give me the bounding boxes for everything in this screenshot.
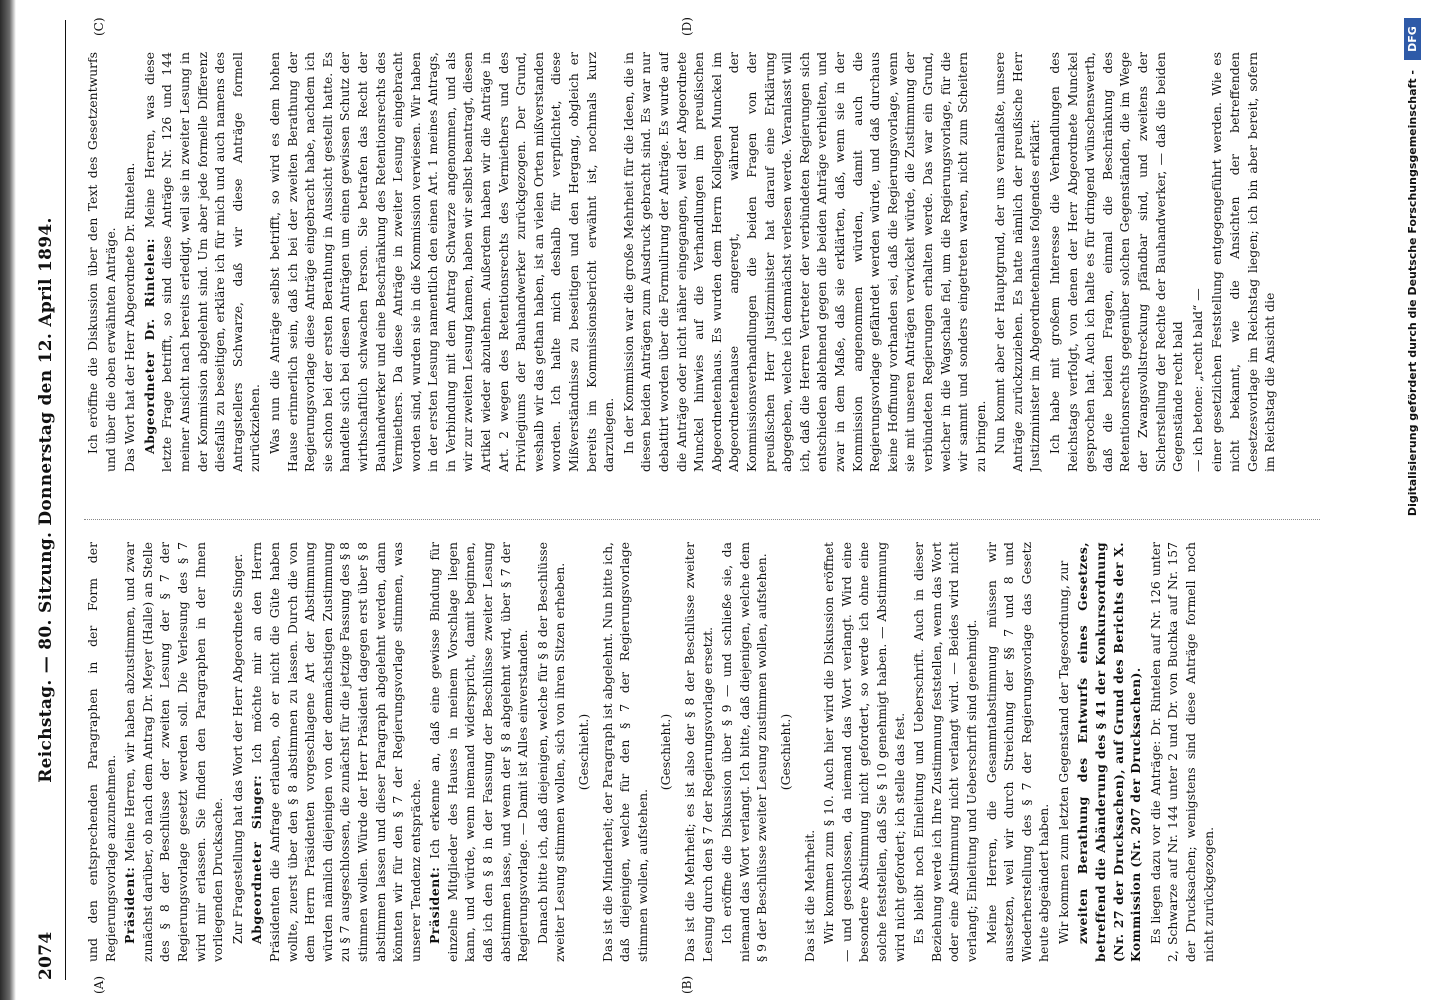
text-paragraph: Ich eröffne die Diskussion über § 9 — und schließe sie, da niemand das Wort verlangt. Ich bitte, daß diejenigen, welche dem § 9 der Beschlüsse zweiter Lesung zustimmen wollen, aufstehen.: [719, 542, 770, 962]
text-paragraph: Das ist die Minderheit; der Paragraph ist abgelehnt. Nun bitte ich, daß diejenigen, welche für den § 7 der Regierungsvorlage stimmen wollen, aufstehen.: [599, 542, 650, 962]
speaker-name: Abgeordneter Dr. Rintelen:: [141, 238, 157, 454]
scan-edge: [0, 0, 16, 1000]
text-paragraph: Danach bitte ich, daß diejenigen, welche für § 8 der Beschlüsse zweiter Lesung stimmen wollen, sich von ihren Sitzen erheben.: [534, 542, 568, 962]
speech-paragraph: [121, 542, 227, 962]
text-paragraph: Wir kommen zum § 10. Auch hier wird die Diskussion eröffnet — und geschlossen, da niemand das Wort verlangt. Wird eine besondere Abstimmung nicht gefordert, so werde ich ohne eine solche feststellen, daß Sie § 10 genehmigt haben. — Abstimmung wird nicht gefordert; ich stelle das fest.: [821, 542, 907, 962]
text-paragraph: Das ist die Mehrheit.: [801, 829, 817, 962]
agenda-item: [1074, 542, 1144, 962]
text-paragraph: Was nun die Anträge selbst betrifft, so wird es dem hohen Hause erinnerlich sein, daß ich bei der zweiten Berathung der Regierungsvorlage diese Anträge eingebracht habe, nachdem ich sie schon bei der ersten Berathung in Aussicht gestellt hatte. Es handelte sich bei diesen Anträgen um einen gewissen Schutz der wirthschaftlich schwachen Person. Sie betrafen das Recht der Bauhandwerker und eine Beschränkung des Retentionsrechts des Vermiethers. Da diese Anträge in zweiter Lesung eingebracht worden sind, wurden sie in die Kommission verwiesen. Wir haben in der ersten Lesung namentlich den einen Art. 1 meines Antrags, in Verbindung mit dem Antrag Schwarze angenommen, und als wir zur zweiten Lesung kamen, haben wir selbst beantragt, diesen Artikel wieder abzulehnen. Außerdem haben wir die Anträge in Art. 2 wegen des Retentionsrechts des Vermiethers und des Privilegiums der Bauhandwerker zurückgezogen. Der Grund, weshalb wir das gethan haben, ist an vielen Orten mißverstanden worden. Ich halte mich deshalb für verpflichtet, diese Mißverständnisse zu beseitigen und den Hergang, obgleich er bereits im Kommissionsbericht erwähnt ist, nochmals kurz darzulegen.: [266, 52, 617, 472]
speech-text: Meine Herren, wir haben abzustimmen, und zwar zunächst darüber, ob nach dem Antrag Dr. Meyer (Halle) an Stelle des § 8 der Beschlüsse der zweiten Lesung der § 7 der Regierungsvorlage gesetzt werden soll. Die Verlesung des § 7 wird mir erlassen. Sie finden den Paragraphen in der Ihnen vorliegenden Drucksache.: [122, 542, 226, 962]
speaker-name: Präsident:: [427, 866, 443, 944]
running-head: [34, 20, 66, 980]
margin-mark-c: (C): [92, 17, 106, 36]
agenda-item-text: zweiten Berathung des Entwurfs eines Gesetzes, betreffend die Abänderung des § 41 der Konkursordnung (Nr. 27 der Drucksachen), auf Grund des Berichts der X. Kommission (Nr. 207 der Drucksachen).: [1075, 542, 1144, 962]
text-paragraph: — ich betone: „recht bald“ —: [1189, 288, 1205, 472]
text-paragraph: Nun kommt aber der Hauptgrund, der uns veranlaßte, unsere Anträge zurückzuziehen. Es hatte nämlich der preußische Herr Justizminister im Abgeordnetenhause folgendes erklärt:: [992, 52, 1043, 472]
text-paragraph: In der Kommission war die große Mehrheit für die Ideen, die in diesen beiden Anträgen zum Ausdruck gebracht sind. Es war nur debattirt worden über die Formulirung der Anträge. Es wurde auf die Anträge oder nicht näher eingegangen, weil der Abgeordnete Munckel hinwies auf die Verhandlungen im preußischen Abgeordnetenhaus. Es wurden dem Herrn Kollegen Munckel im Abgeordnetenhause angeregt, während der Kommissionsverhandlungen die beiden Fragen von der preußischen Herr Justizminister hat darauf eine Erklärung abgegeben, welche ich demnächst verlesen werde. Veranlasst will ich, daß die Herren Vertreter der verbündeten Regierungen sich entschieden ablehnend gegen die beiden Anträge verhielten, und zwar in dem Maße, daß sie erklärten, daß, wenn sie in der Kommission angenommen würden, damit auch die Regierungsvorlage gefährdet werden würde, und daß durchaus keine Hoffnung vorhanden sei, daß die Regierungsvorlage, wenn sie mit unseren Anträgen verwickelt würde, die Zustimmung der verbündeten Regierungen erhalten werde. Das war ein Grund, welcher in die Wagschale fiel, um die Regierungsvorlage, für die wir sammt und sonders eingetreten waren, nicht zum Scheitern zu bringen.: [620, 52, 988, 472]
text-paragraph: Zur Fragestellung hat das Wort der Herr Abgeordnete Singer.: [229, 553, 245, 944]
text-paragraph: Ich habe mit großem Interesse die Verhandlungen des Reichstags verfolgt, von denen der Herr Abgeordnete Munckel gesprochen hat. Auch ich halte es für dringend wünschenswerth, daß die beiden Fragen, einmal die Beschränkung des Retentionsrechts gegenüber solchen Gegenständen, die im Wege der Zwangsvollstreckung pfändbar sind, und zweitens der Sicherstellung der Rechte der Bauhandwerker, — daß die beiden Gegenstände recht bald: [1047, 52, 1186, 472]
speech-text: Ich möchte mir an den Herrn Präsidenten die Anfrage erlauben, ob er nicht die Güte haben wollte, zuerst über den § 8 abstimmen zu lassen. Durch die von dem Herrn Präsidenten vorgeschlagene Art der Abstimmung würden nämlich diejenigen von der demnächstigen Zustimmung zu § 7 ausgeschlossen, die zunächst für die jetzige Fassung des § 8 stimmen wollen. Würde der Herr Präsident dagegen erst über § 8 abstimmen lassen und dieser Paragraph abgelehnt werden, dann könnten wir für den § 7 der Regierungsvorlage stimmen, was unserer Tendenz entspräche.: [249, 542, 423, 962]
digitization-credit: Digitalisierung gefördert durch die Deutsche Forschungsgemeinschaft -: [1406, 70, 1419, 517]
text-paragraph: Das ist die Mehrheit; es ist also der § 8 der Beschlüsse zweiter Lesung durch den § 7 der Regierungsvorlage ersetzt.: [682, 542, 715, 962]
page-number: 2074: [36, 931, 56, 980]
speech-paragraph: [141, 52, 264, 472]
text-paragraph: und den entsprechenden Paragraphen in der Form der Regierungsvorlage anzunehmen.: [85, 542, 118, 962]
text-paragraph: Es bleibt noch Einleitung und Ueberschrift. Auch in dieser Beziehung werde ich Ihre Zustimmung feststellen, wenn das Wort oder eine Abstimmung nicht verlangt wird. — Beides wird nicht verlangt; Einleitung und Ueberschrift sind genehmigt.: [911, 542, 979, 962]
stage-direction: (Geschieht.): [777, 713, 793, 791]
dfg-logo: DFG: [1404, 18, 1421, 60]
margin-mark-b: (B): [680, 975, 694, 994]
text-paragraph: Es liegen dazu vor die Anträge: Dr. Rintelen auf Nr. 126 unter 2, Schwarze auf Nr. 144 unter 2 und Dr. von Buchka auf Nr. 157 der Drucksachen; wenigstens sind diese Anträge formell noch nicht zurückgezogen.: [1147, 542, 1216, 962]
column-divider: [84, 519, 1320, 520]
text-paragraph: Das Wort hat der Herr Abgeordnete Dr. Rintelen.: [122, 162, 138, 472]
stage-direction: (Geschieht.): [658, 713, 674, 791]
text-paragraph: Wir kommen zum letzten Gegenstand der Tagesordnung, zur: [1055, 560, 1071, 944]
speech-paragraph: [426, 542, 532, 962]
stage-direction: (Geschieht.): [576, 713, 592, 791]
margin-mark-d: (D): [680, 17, 694, 36]
margin-mark-a: (A): [92, 975, 106, 994]
speech-text: Ich erkenne an, daß eine gewisse Bindung für einzelne Mitglieder des Hauses in meinem Vorschlage liegen kann, und würde, wenn niemand widerspricht, damit beginnen, daß ich den § 8 in der Fassung der Beschlüsse zweiter Lesung abstimmen lasse, und wenn der § 8 abgelehnt wird, über § 7 der Regierungsvorlage. — Damit ist Alles einverstanden.: [427, 542, 531, 962]
speech-paragraph: [248, 542, 424, 962]
left-text-column: [84, 542, 1320, 962]
text-paragraph: Ich eröffne die Diskussion über den Text des Gesetzentwurfs und über die oben erwähnten Anträge.: [85, 52, 118, 472]
speaker-name: Abgeordneter Singer:: [249, 774, 265, 944]
speech-text: Meine Herren, was diese letzte Frage betrifft, so sind diese Anträge Nr. 126 und 144 meiner Ansicht nach bereits erledigt, weil sie in zweiter Lesung in der Kommission abgelehnt sind. Um aber jede formelle Differenz diesfalls zu beseitigen, erkläre ich für mich und auch namens des Antragstellers Schwarze, daß wir diese Anträge formell zurückziehen.: [141, 52, 263, 472]
text-paragraph: einer gesetzlichen Feststellung entgegengeführt werden. Wie es nicht bekannt, wie die Ansichten der betreffenden Gesetzesvorlage im Reichstag liegen; ich bin aber bereit, sofern im Reichstag die Ansicht die: [1209, 52, 1278, 472]
running-title: Reichstag. — 80. Sitzung. Donnerstag den 12. April 1894.: [36, 217, 56, 783]
right-text-column: [84, 52, 1320, 472]
text-paragraph: Meine Herren, die Gesammtabstimmung müssen wir aussetzen, weil wir durch Streichung der §§ 7 und 8 und Wiederherstellung des § 7 der Regierungsvorlage das Gesetz heute abgeändert haben.: [983, 542, 1052, 962]
speaker-name: Präsident:: [122, 866, 138, 944]
